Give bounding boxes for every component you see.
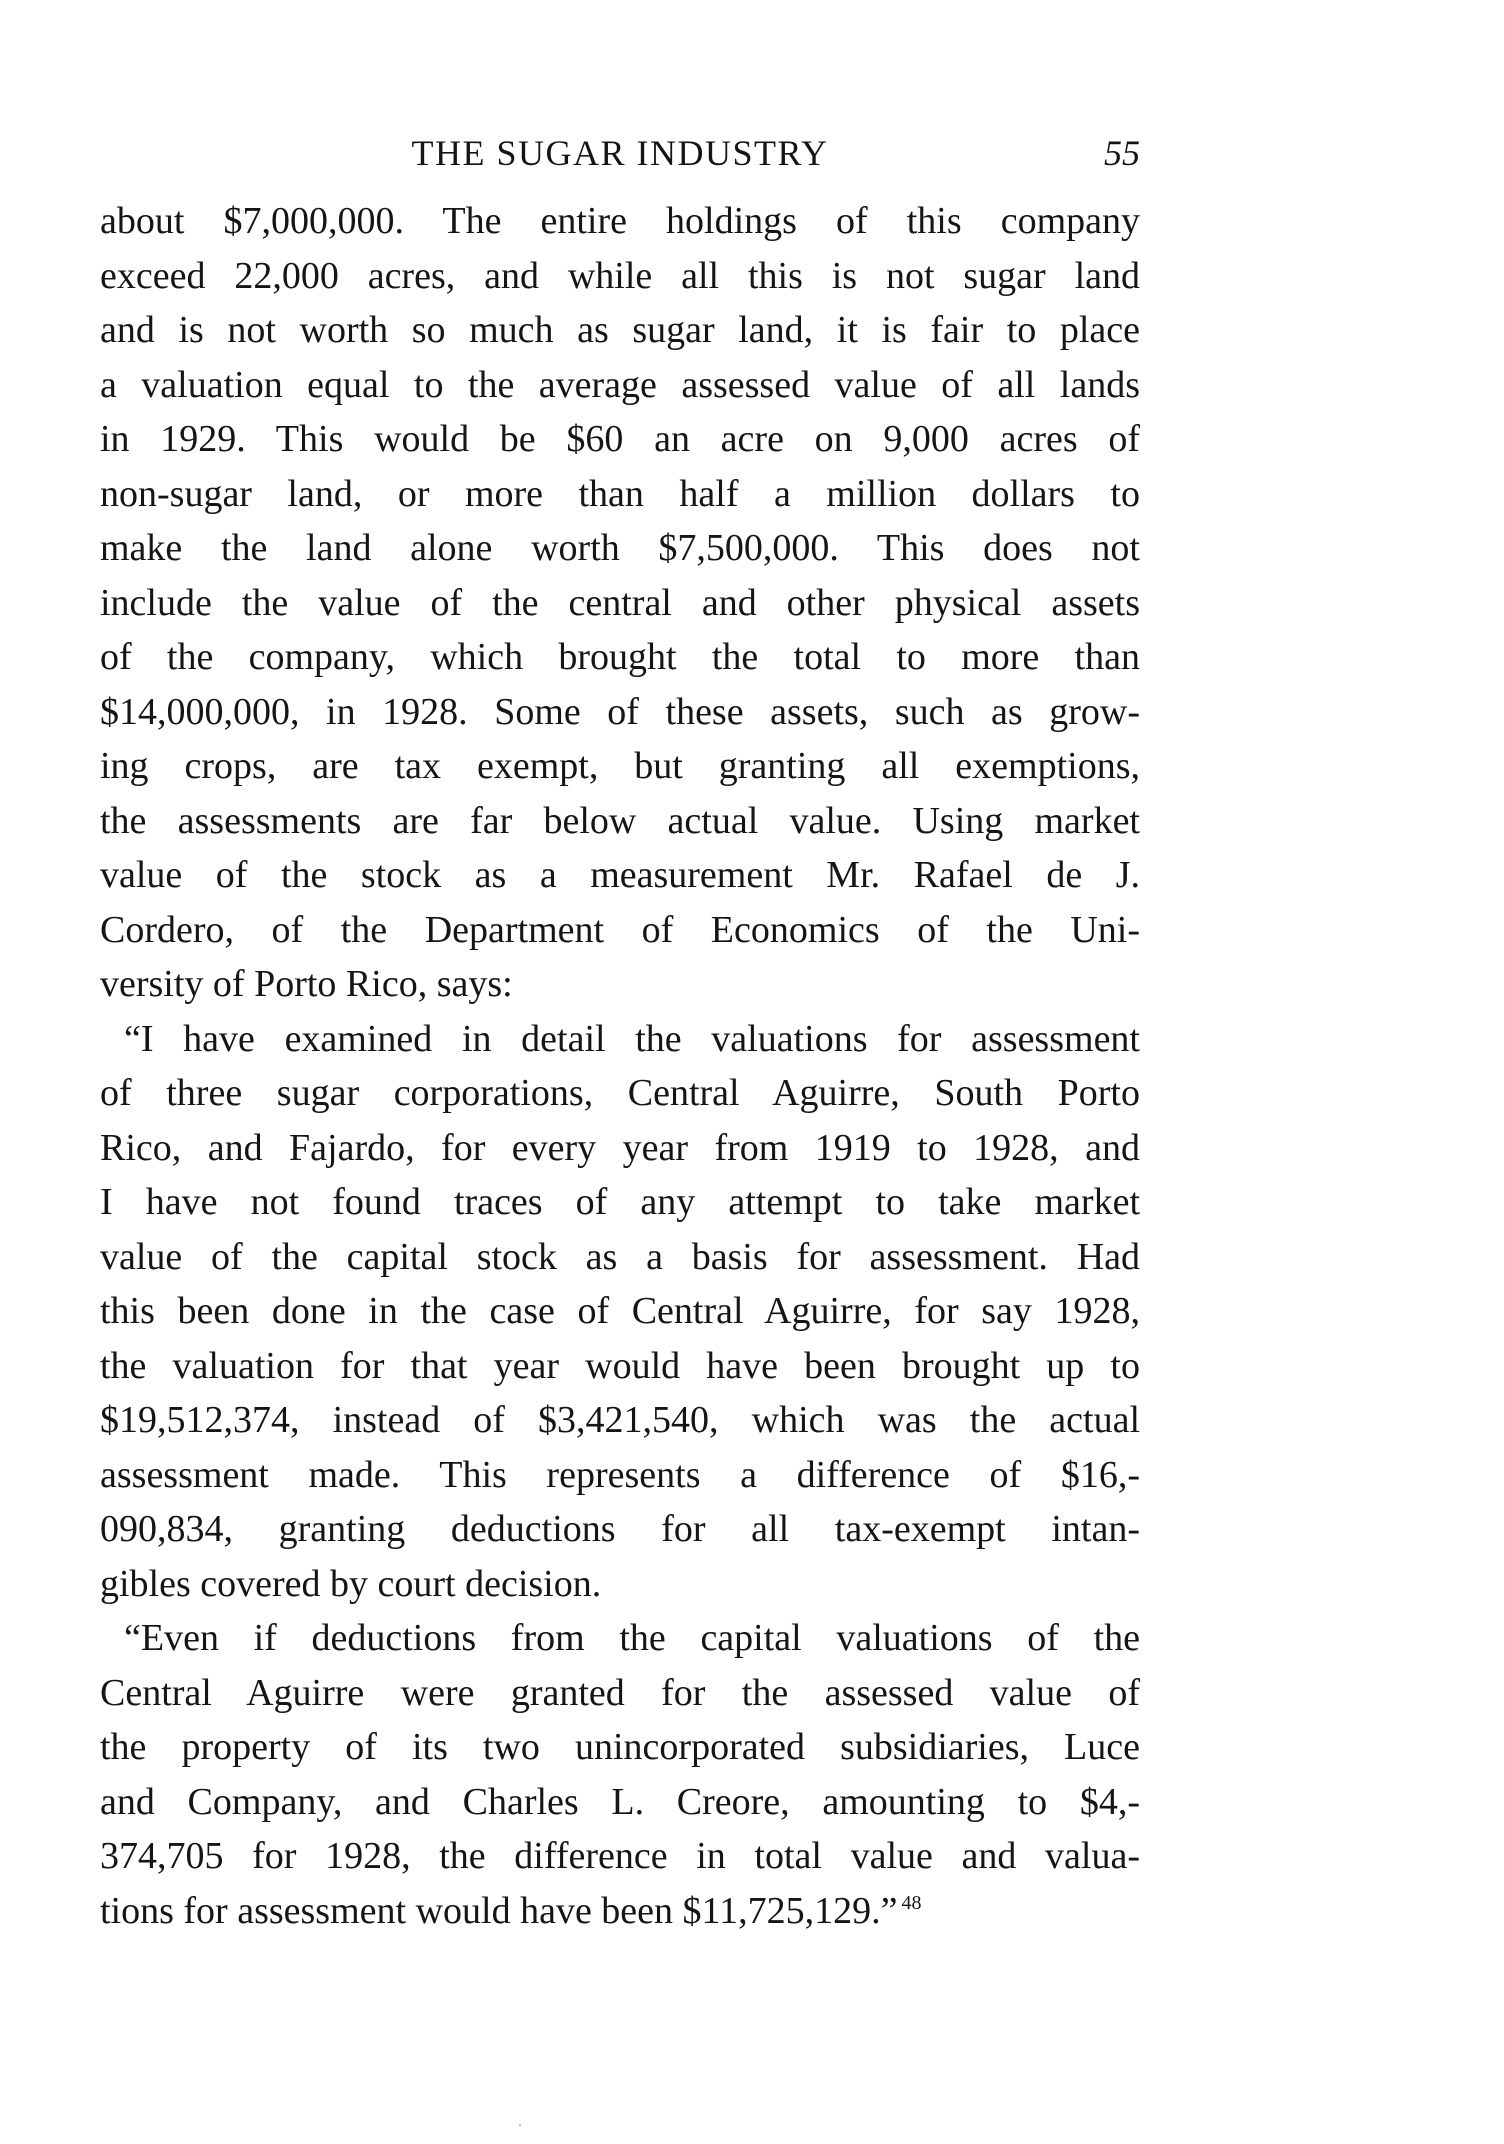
text-line-content: 090,834, granting deductions for all tax-exempt intan- [100,1508,1140,1550]
text-line-content: “Even if deductions from the capital valuations of the [124,1617,1140,1659]
text-line-content: exceed 22,000 acres, and while all this is not sugar land [100,254,1140,297]
text-line [100,249,1140,304]
text-line-content: $14,000,000, in 1928. Some of these assets, such as grow- [100,690,1140,733]
text-line-content: 374,705 for 1928, the difference in total value and valua- [100,1835,1140,1877]
body-text [100,194,1140,1938]
text-line [100,1230,1140,1285]
text-line-content: Rico, and Fajardo, for every year from 1919 to 1928, and [100,1126,1140,1169]
page-number: 55 [1104,133,1140,173]
text-line-content: of three sugar corporations, Central Aguirre, South Porto [100,1072,1140,1114]
text-line [100,303,1140,358]
text-line [100,1666,1140,1721]
text-line-content: about $7,000,000. The entire holdings of this company [100,200,1140,242]
text-line [100,467,1140,522]
text-line-content: the property of its two unincorporated subsidiaries, Luce [100,1726,1140,1768]
text-line [100,1720,1140,1775]
text-line [100,1829,1140,1884]
text-line-content: this been done in the case of Central Aguirre, for say 1928, [100,1290,1140,1332]
text-line-content: $19,512,374, instead of $3,421,540, which was the actual [100,1399,1140,1441]
text-line [100,1448,1140,1503]
text-line-content: and Company, and Charles L. Creore, amounting to $4,- [100,1780,1140,1823]
text-line [100,1611,1140,1666]
text-line [100,1884,1140,1939]
scan-speck [519,2124,521,2126]
text-line [100,848,1140,903]
text-line-content: the assessments are far below actual value. Using market [100,799,1140,842]
text-line-content: include the value of the central and other physical assets [100,581,1140,624]
text-line-content: and is not worth so much as sugar land, it is fair to place [100,309,1140,351]
text-line [100,194,1140,249]
text-line-content: tions for assessment would have been $11,725,129.” [100,1889,898,1932]
text-line-content: make the land alone worth $7,500,000. This does not [100,527,1140,569]
text-line [100,1775,1140,1830]
text-line [100,1066,1140,1121]
footnote-reference: 48 [901,1891,922,1914]
text-line [100,1012,1140,1067]
text-line [100,1121,1140,1176]
text-line [100,957,1140,1012]
text-line [100,1502,1140,1557]
text-line-content: assessment made. This represents a difference of $16,- [100,1453,1140,1496]
text-line [100,412,1140,467]
text-line-content: a valuation equal to the average assessed value of all lands [100,363,1140,406]
text-line-content: value of the capital stock as a basis for assessment. Had [100,1235,1140,1278]
text-line [100,630,1140,685]
running-head [100,128,1140,178]
text-line-content: the valuation for that year would have been brought up to [100,1344,1140,1387]
text-line-content: I have not found traces of any attempt to take market [100,1181,1140,1223]
text-line [100,903,1140,958]
text-line-content: non-sugar land, or more than half a million dollars to [100,472,1140,515]
running-head-title: THE SUGAR INDUSTRY [411,133,829,173]
text-line-content: ing crops, are tax exempt, but granting all exemptions, [100,745,1140,787]
text-line [100,1284,1140,1339]
text-line-content: of the company, which brought the total to more than [100,636,1140,678]
text-line-content: “I have examined in detail the valuations for assessment [124,1017,1140,1060]
text-line-content: gibles covered by court decision. [100,1562,602,1605]
text-line [100,794,1140,849]
text-line-content: versity of Porto Rico, says: [100,963,513,1005]
text-line-content: value of the stock as a measurement Mr. Rafael de J. [100,854,1140,896]
text-line-content: in 1929. This would be $60 an acre on 9,000 acres of [100,418,1140,460]
text-line [100,358,1140,413]
text-line [100,1557,1140,1612]
text-line [100,739,1140,794]
text-line [100,576,1140,631]
text-line [100,521,1140,576]
text-line-content: Cordero, of the Department of Economics of the Uni- [100,908,1140,951]
text-line [100,1339,1140,1394]
text-line [100,1393,1140,1448]
text-line-content: Central Aguirre were granted for the assessed value of [100,1671,1140,1714]
text-line [100,685,1140,740]
text-line [100,1175,1140,1230]
